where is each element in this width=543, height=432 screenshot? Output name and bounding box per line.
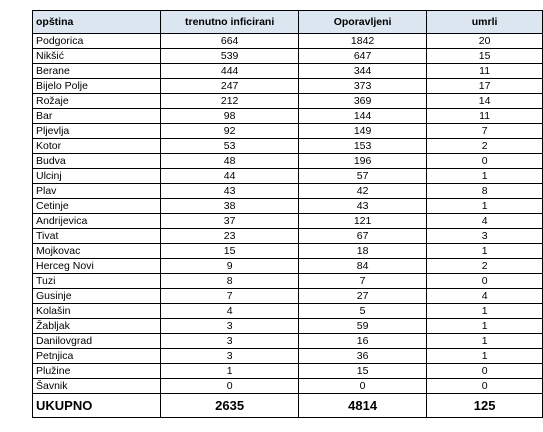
deaths-cell: 0 xyxy=(427,364,543,379)
municipality-cell: Tuzi xyxy=(33,274,161,289)
deaths-cell: 15 xyxy=(427,49,543,64)
municipality-cell: Podgorica xyxy=(33,34,161,49)
table-body xyxy=(33,34,543,394)
table-row xyxy=(33,259,543,274)
municipality-cell: Berane xyxy=(33,64,161,79)
table-row xyxy=(33,79,543,94)
deaths-cell: 11 xyxy=(427,64,543,79)
deaths-cell: 1 xyxy=(427,199,543,214)
infected-cell: 212 xyxy=(161,94,299,109)
infected-cell: 7 xyxy=(161,289,299,304)
deaths-cell: 17 xyxy=(427,79,543,94)
municipality-cell: Petnjica xyxy=(33,349,161,364)
deaths-cell: 2 xyxy=(427,139,543,154)
infected-cell: 15 xyxy=(161,244,299,259)
recovered-cell: 1842 xyxy=(298,34,426,49)
infected-cell: 247 xyxy=(161,79,299,94)
table-row xyxy=(33,379,543,394)
deaths-cell: 20 xyxy=(427,34,543,49)
deaths-cell: 0 xyxy=(427,154,543,169)
table-row xyxy=(33,109,543,124)
infected-cell: 44 xyxy=(161,169,299,184)
municipality-cell: Pljevlja xyxy=(33,124,161,139)
deaths-cell: 1 xyxy=(427,169,543,184)
deaths-cell: 1 xyxy=(427,349,543,364)
deaths-cell: 0 xyxy=(427,274,543,289)
infected-cell: 48 xyxy=(161,154,299,169)
table-row xyxy=(33,349,543,364)
infected-cell: 53 xyxy=(161,139,299,154)
infected-cell: 38 xyxy=(161,199,299,214)
table-row xyxy=(33,214,543,229)
infected-cell: 3 xyxy=(161,349,299,364)
municipality-cell: Danilovgrad xyxy=(33,334,161,349)
column-header-municipality: opština xyxy=(33,11,161,34)
recovered-cell: 36 xyxy=(298,349,426,364)
table-row xyxy=(33,199,543,214)
municipality-cell: Rožaje xyxy=(33,94,161,109)
deaths-cell: 3 xyxy=(427,229,543,244)
municipality-cell: Bar xyxy=(33,109,161,124)
infected-cell: 0 xyxy=(161,379,299,394)
municipality-cell: Žabljak xyxy=(33,319,161,334)
recovered-cell: 369 xyxy=(298,94,426,109)
infected-cell: 43 xyxy=(161,184,299,199)
total-recovered: 4814 xyxy=(298,394,426,418)
table-row xyxy=(33,304,543,319)
total-deaths: 125 xyxy=(427,394,543,418)
infected-cell: 1 xyxy=(161,364,299,379)
infected-cell: 539 xyxy=(161,49,299,64)
table-row xyxy=(33,49,543,64)
recovered-cell: 67 xyxy=(298,229,426,244)
infected-cell: 3 xyxy=(161,334,299,349)
municipality-cell: Plužine xyxy=(33,364,161,379)
municipality-cell: Budva xyxy=(33,154,161,169)
column-header-recovered: Oporavljeni xyxy=(298,11,426,34)
deaths-cell: 4 xyxy=(427,289,543,304)
recovered-cell: 5 xyxy=(298,304,426,319)
recovered-cell: 0 xyxy=(298,379,426,394)
recovered-cell: 18 xyxy=(298,244,426,259)
municipality-cell: Ulcinj xyxy=(33,169,161,184)
table-row xyxy=(33,94,543,109)
table-row xyxy=(33,364,543,379)
total-row xyxy=(33,394,543,418)
recovered-cell: 16 xyxy=(298,334,426,349)
table-row xyxy=(33,184,543,199)
municipality-cell: Gusinje xyxy=(33,289,161,304)
deaths-cell: 1 xyxy=(427,244,543,259)
infected-cell: 98 xyxy=(161,109,299,124)
column-header-infected: trenutno inficirani xyxy=(161,11,299,34)
table-footer xyxy=(33,394,543,418)
recovered-cell: 153 xyxy=(298,139,426,154)
covid-stats-table xyxy=(32,10,543,418)
municipality-cell: Cetinje xyxy=(33,199,161,214)
infected-cell: 9 xyxy=(161,259,299,274)
deaths-cell: 4 xyxy=(427,214,543,229)
recovered-cell: 196 xyxy=(298,154,426,169)
deaths-cell: 1 xyxy=(427,319,543,334)
table-row xyxy=(33,244,543,259)
infected-cell: 92 xyxy=(161,124,299,139)
header-row xyxy=(33,11,543,34)
recovered-cell: 121 xyxy=(298,214,426,229)
recovered-cell: 344 xyxy=(298,64,426,79)
recovered-cell: 149 xyxy=(298,124,426,139)
total-infected: 2635 xyxy=(161,394,299,418)
deaths-cell: 8 xyxy=(427,184,543,199)
infected-cell: 3 xyxy=(161,319,299,334)
municipality-cell: Plav xyxy=(33,184,161,199)
column-header-deaths: umrli xyxy=(427,11,543,34)
table-row xyxy=(33,34,543,49)
table-row xyxy=(33,169,543,184)
table-row xyxy=(33,319,543,334)
recovered-cell: 7 xyxy=(298,274,426,289)
municipality-cell: Mojkovac xyxy=(33,244,161,259)
municipality-cell: Andrijevica xyxy=(33,214,161,229)
table-row xyxy=(33,274,543,289)
deaths-cell: 14 xyxy=(427,94,543,109)
deaths-cell: 2 xyxy=(427,259,543,274)
deaths-cell: 7 xyxy=(427,124,543,139)
recovered-cell: 84 xyxy=(298,259,426,274)
table-row xyxy=(33,229,543,244)
deaths-cell: 0 xyxy=(427,379,543,394)
infected-cell: 444 xyxy=(161,64,299,79)
recovered-cell: 373 xyxy=(298,79,426,94)
table-header xyxy=(33,11,543,34)
recovered-cell: 647 xyxy=(298,49,426,64)
table-row xyxy=(33,154,543,169)
municipality-cell: Tivat xyxy=(33,229,161,244)
table-container xyxy=(32,10,543,418)
deaths-cell: 1 xyxy=(427,334,543,349)
table-row xyxy=(33,64,543,79)
recovered-cell: 27 xyxy=(298,289,426,304)
infected-cell: 23 xyxy=(161,229,299,244)
total-label: UKUPNO xyxy=(33,394,161,418)
infected-cell: 8 xyxy=(161,274,299,289)
municipality-cell: Bijelo Polje xyxy=(33,79,161,94)
deaths-cell: 11 xyxy=(427,109,543,124)
recovered-cell: 15 xyxy=(298,364,426,379)
municipality-cell: Kolašin xyxy=(33,304,161,319)
recovered-cell: 57 xyxy=(298,169,426,184)
infected-cell: 37 xyxy=(161,214,299,229)
recovered-cell: 59 xyxy=(298,319,426,334)
infected-cell: 664 xyxy=(161,34,299,49)
recovered-cell: 42 xyxy=(298,184,426,199)
infected-cell: 4 xyxy=(161,304,299,319)
municipality-cell: Nikšić xyxy=(33,49,161,64)
deaths-cell: 1 xyxy=(427,304,543,319)
municipality-cell: Šavnik xyxy=(33,379,161,394)
municipality-cell: Kotor xyxy=(33,139,161,154)
table-row xyxy=(33,289,543,304)
table-row xyxy=(33,124,543,139)
recovered-cell: 144 xyxy=(298,109,426,124)
municipality-cell: Herceg Novi xyxy=(33,259,161,274)
table-row xyxy=(33,139,543,154)
table-row xyxy=(33,334,543,349)
recovered-cell: 43 xyxy=(298,199,426,214)
